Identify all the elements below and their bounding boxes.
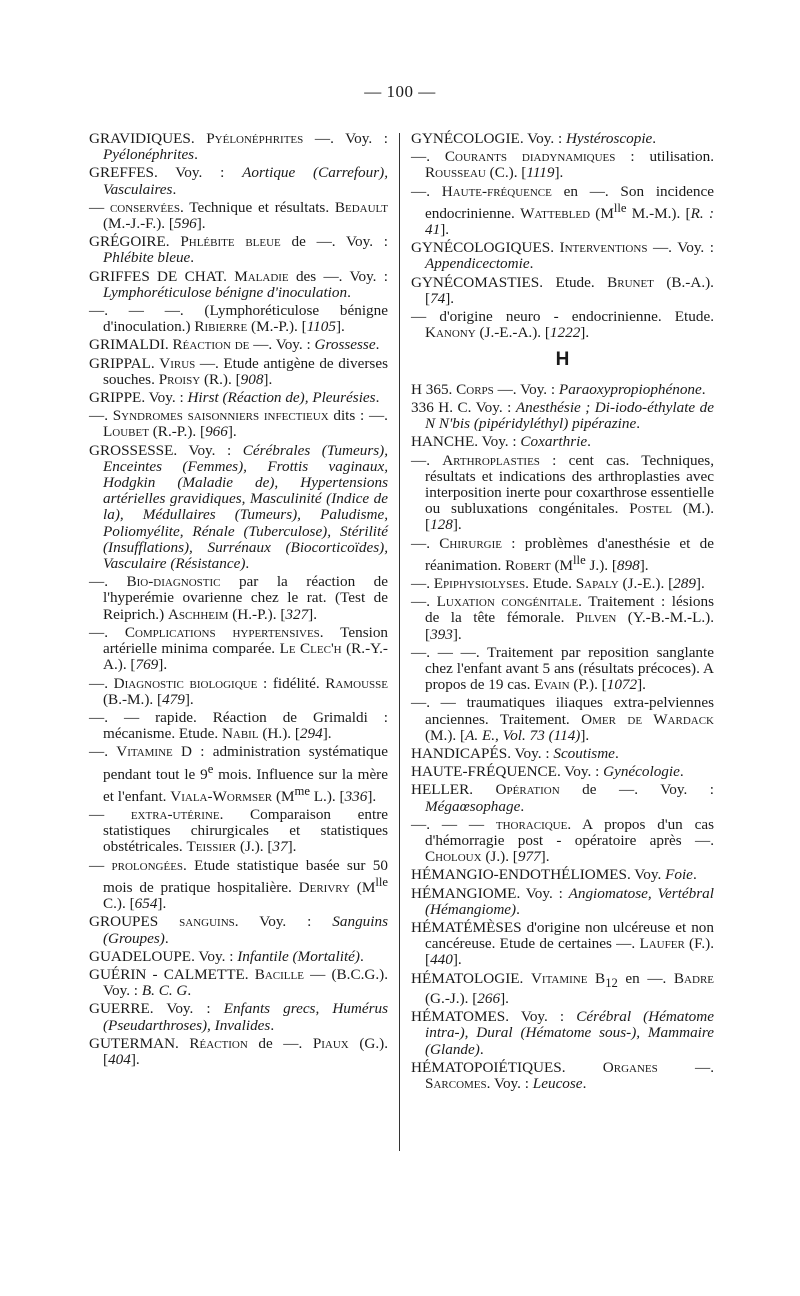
index-entry: GUADELOUPE. Voy. : Infantile (Mortalité). — [89, 947, 364, 965]
index-entry: —. Arthroplasties : cent cas. Techniques, résultats et indications des arthroplasties avec interposition inerte pour coxarthrose essentielle ou subluxations congénitales. Postel (M.). [128]. — [411, 451, 715, 534]
left-index-column — [89, 131, 388, 1070]
index-group-g-end — [411, 131, 714, 342]
index-entry: —. Haute-fréquence en —. Son incidence endocrinienne. Wattebled ($M^{lle}$ M.-M.). [R. : 41]. — [411, 182, 715, 239]
section-letter-heading: H — [555, 348, 570, 370]
index-entry: GUERRE. Voy. : Enfants grecs, Humérus (Pseudarthroses), Invalides. — [89, 1000, 389, 1034]
index-entry: —. Luxation congénitale. Traitement : lésions de la tête fémorale. Pilven (Y.-B.-M.-L.). [393]. — [411, 593, 714, 643]
index-entry: —. Courants diadynamiques : utilisation. Rousseau (C.). [1119]. — [411, 148, 715, 182]
index-entry: —. Diagnostic biologique : fidélité. Ramousse (B.-M.). [479]. — [89, 674, 388, 708]
index-entry: —. Syndromes saisonniers infectieux dits : —. Loubet (R.-P.). [966]. — [89, 407, 388, 441]
right-index-column — [411, 131, 714, 1094]
index-entry: GRIPPE. Voy. : Hirst (Réaction de), Pleurésies. — [89, 389, 380, 407]
index-entry: —. — —. (Lymphoréticulose bénigne d'inoculation.) Ribierre (M.-P.). [1105]. — [89, 302, 388, 336]
index-entry: —. Complications hypertensives. Tension artérielle minima comparée. Le Clec'h (R.-Y.-A.). [769]. — [89, 623, 389, 674]
index-entry: —. — rapide. Réaction de Grimaldi : mécanisme. Etude. Nabil (H.). [294]. — [89, 708, 388, 743]
index-entry: HAUTE-FRÉQUENCE. Voy. : Gynécologie. — [411, 763, 684, 781]
index-entry: — extra-utérine. Comparaison entre statistiques chirurgicales et statistiques obstétricales. Teissier (J.). [37]. — [89, 806, 389, 856]
index-entry: GYNÉCOMASTIES. Etude. Brunet (B.-A.). [74]. — [411, 273, 714, 307]
index-entry: GYNÉCOLOGIE. Voy. : Hystéroscopie. — [411, 130, 657, 147]
index-entry: GROSSESSE. Voy. : Cérébrales (Tumeurs), Enceintes (Femmes), Frottis vaginaux, Hodgkin (Maladie de), Hypertensions artérielles gravidiques, Masculinité (Indice de la), Médullaires (Tumeurs), Paludisme, Poliomyélite, Rénale (Tuberculose), Stérilité (Insufflations), Surrénaux (Biocorticoïdes), Vasculaire (Résistance). — [89, 441, 389, 573]
index-group-h — [411, 382, 714, 1092]
index-entry: —. — — thoracique. A propos d'un cas d'hémorragie post - opératoire après —. Choloux (J.). [977]. — [411, 815, 714, 866]
index-entry: GUÉRIN - CALMETTE. Bacille — (B.C.G.). Voy. : B. C. G. — [89, 965, 389, 1000]
index-entry: GRIMALDI. Réaction de —. Voy. : Grossesse. — [89, 336, 380, 354]
index-entry: GYNÉCOLOGIQUES. Interventions —. Voy. : Appendicectomie. — [411, 239, 714, 273]
index-entry: —. — traumatiques iliaques extra-pelviennes anciennes. Traitement. Omer de Wardack (M.). [A. E., Vol. 73 (114)]. — [411, 694, 714, 744]
index-entry: HANCHE. Voy. : Coxarthrie. — [411, 433, 591, 451]
index-entry: GRÉGOIRE. Phlébite bleue de —. Voy. : Phlébite bleue. — [89, 233, 388, 267]
index-entry: —. — —. Traitement par reposition sanglante chez l'enfant avant 5 ans (résultats précoces). A propos de 19 cas. Evain (P.). [1072]. — [411, 643, 714, 694]
index-entry: GRIFFES DE CHAT. Maladie des —. Voy. : Lymphoréticulose bénigne d'inoculation. — [89, 267, 388, 301]
index-entry: — d'origine neuro - endocrinienne. Etude. Kanony (J.-E.-A.). [1222]. — [411, 308, 714, 342]
index-entry: GRIPPAL. Virus —. Etude antigène de diverses souches. Proisy (R.). [908]. — [89, 354, 388, 388]
index-entry: HÉMATÉMÈSES d'origine non ulcéreuse et non cancéreuse. Etude de certaines —. Laufer (F.). [440]. — [411, 919, 714, 969]
index-entry: HANDICAPÉS. Voy. : Scoutisme. — [411, 745, 619, 763]
index-entry: HÉMATOPOIÉTIQUES. Organes —. Sarcomes. Voy. : Leucose. — [411, 1058, 715, 1092]
index-entry: —. Epiphysiolyses. Etude. Sapaly (J.-E.). [289]. — [411, 575, 705, 592]
index-entry: —. Chirurgie : problèmes d'anesthésie et de réanimation. Robert ($M^{lle}$ J.). [898]. — [411, 534, 715, 574]
index-entry: —. Bio-diagnostic par la réaction de l'hyperémie ovarienne chez le rat. (Test de Reiprich.) Aschheim (H.-P.). [327]. — [89, 573, 388, 623]
index-entry: 336 H. C. Voy. : Anesthésie ; Di-iodo-éthylate de N N'bis (pipéridyléthyl) pipérazine. — [411, 398, 714, 433]
index-entry: GREFFES. Voy. : Aortique (Carrefour), Vasculaires. — [89, 164, 388, 198]
index-entry: HÉMATOLOGIE. Vitamine $B_{12}$ en —. Badre (G.-J.). [266]. — [411, 969, 714, 1007]
index-entry: GROUPES sanguins. Voy. : Sanguins (Groupes). — [89, 913, 388, 947]
column-divider — [399, 133, 400, 1151]
index-entry: —. Vitamine D : administration systématique pendant tout le 9e mois. Influence sur la mère et l'enfant. Viala-Wormser ($M^{me}$ L.). [336]. — [89, 743, 388, 805]
index-entry: HÉMANGIO-ENDOTHÉLIOMES. Voy. Foie. — [411, 866, 697, 884]
index-entry: HÉMANGIOME. Voy. : Angiomatose, Vertébral (Hémangiome). — [411, 884, 714, 918]
index-entry: H 365. Corps —. Voy. : Paraoxypropiophénone. — [411, 380, 706, 398]
index-entry: — prolongées. Etude statistique basée sur 50 mois de pratique hospitalière. Derivry ($M^{lle}$ C.). [654]. — [89, 856, 389, 913]
index-entry: HELLER. Opération de —. Voy. : Mégaœsophage. — [411, 781, 714, 815]
index-entry: GUTERMAN. Réaction de —. Piaux (G.). [404]. — [89, 1034, 388, 1068]
index-entry: — conservées. Technique et résultats. Bedault (M.-J.-F.). [596]. — [89, 198, 388, 233]
index-entry: GRAVIDIQUES. Pyélonéphrites —. Voy. : Pyélonéphrites. — [89, 130, 388, 164]
index-entry: HÉMATOMES. Voy. : Cérébral (Hématome intra-), Dural (Hématome sous-), Mammaire (Glande). — [411, 1008, 714, 1058]
page-number: — 100 — — [364, 82, 436, 101]
